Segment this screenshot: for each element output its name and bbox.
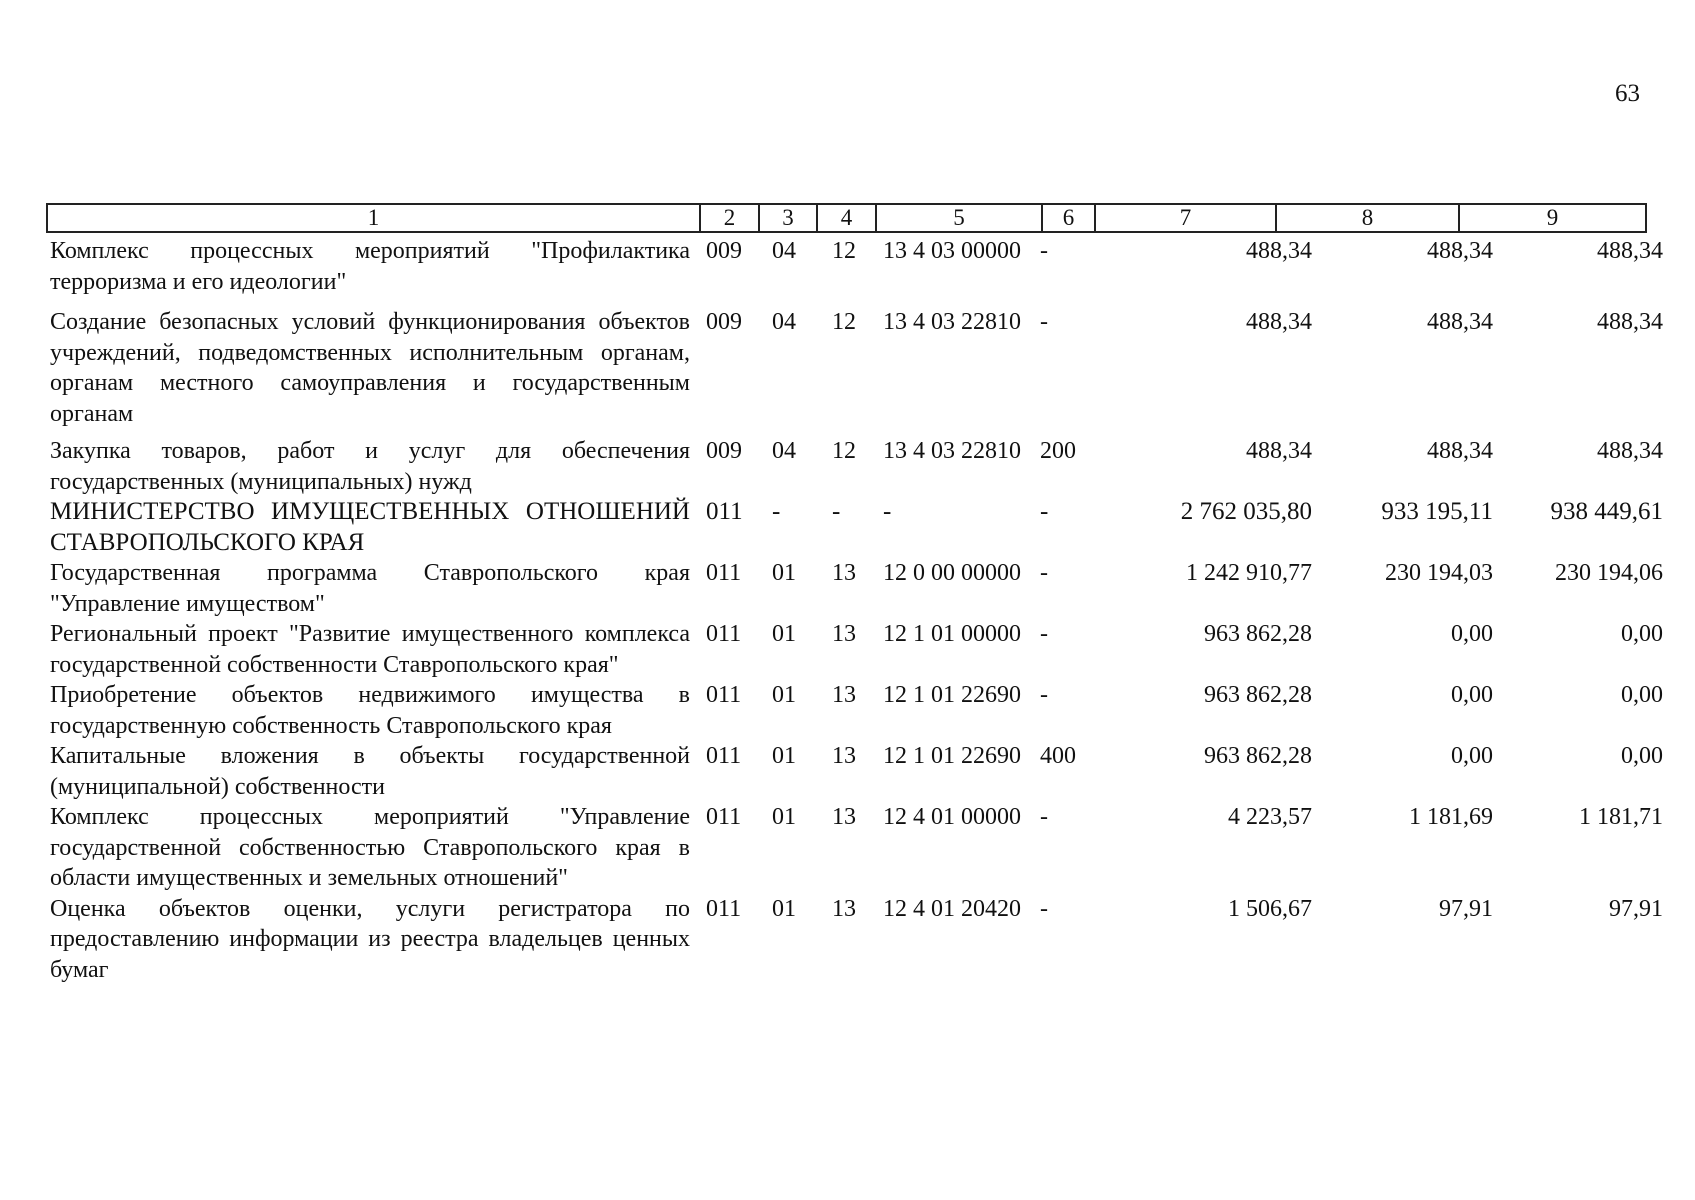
cell-col-7: 963 862,28 — [1204, 743, 1312, 769]
cell-col-9: 97,91 — [1609, 895, 1663, 922]
header-col-4: 4 — [816, 203, 877, 233]
header-col-2: 2 — [699, 203, 760, 233]
cell-col-8: 1 181,69 — [1409, 804, 1493, 830]
cell-col-3: 04 — [772, 309, 796, 335]
cell-col-3: 01 — [772, 743, 796, 769]
cell-col-8: 933 195,11 — [1381, 498, 1493, 525]
cell-col-6: - — [1040, 238, 1048, 264]
cell-col-6: 200 — [1040, 438, 1076, 464]
cell-col-2: 011 — [706, 743, 742, 769]
cell-col-4: 13 — [832, 682, 856, 708]
cell-col-7: 488,34 — [1246, 438, 1312, 464]
cell-col-2: 011 — [706, 895, 742, 922]
cell-col-9: 0,00 — [1621, 682, 1663, 708]
cell-col-8: 488,34 — [1427, 238, 1493, 264]
table-row — [50, 802, 1663, 894]
cell-col-6: - — [1040, 498, 1049, 525]
cell-col-9: 230 194,06 — [1555, 560, 1663, 586]
header-col-5: 5 — [875, 203, 1043, 233]
row-name: Приобретение объектов недвижимого имущества в государственную собственность Ставропольского края — [50, 682, 690, 739]
cell-col-8: 97,91 — [1439, 895, 1493, 922]
cell-col-9: 488,34 — [1597, 438, 1663, 464]
header-col-6: 6 — [1041, 203, 1096, 233]
row-name: МИНИСТЕРСТВО ИМУЩЕСТВЕННЫХ ОТНОШЕНИЙ СТАВРОПОЛЬСКОГО КРАЯ — [50, 498, 690, 556]
cell-col-3: 04 — [772, 438, 796, 464]
cell-col-5: 12 1 01 22690 — [883, 743, 1021, 769]
cell-col-3: - — [772, 498, 781, 525]
cell-col-8: 0,00 — [1451, 682, 1493, 708]
cell-col-3: 01 — [772, 682, 796, 708]
cell-col-9: 488,34 — [1597, 238, 1663, 264]
cell-col-4: 13 — [832, 804, 856, 830]
cell-col-4: 13 — [832, 560, 856, 586]
cell-col-6: - — [1040, 895, 1048, 922]
cell-col-5: 12 0 00 00000 — [883, 560, 1021, 586]
cell-col-2: 011 — [706, 804, 742, 830]
header-col-1: 1 — [46, 203, 701, 233]
cell-col-2: 011 — [706, 498, 743, 525]
table-header — [46, 203, 1645, 233]
cell-col-6: - — [1040, 621, 1048, 647]
row-name: Региональный проект "Развитие имущественного комплекса государственной собственности Ставропольского края" — [50, 621, 690, 678]
cell-col-4: 12 — [832, 238, 856, 264]
cell-col-9: 938 449,61 — [1550, 498, 1663, 525]
cell-col-3: 04 — [772, 238, 796, 264]
cell-col-7: 963 862,28 — [1204, 621, 1312, 647]
cell-col-8: 0,00 — [1451, 743, 1493, 769]
header-col-8: 8 — [1275, 203, 1460, 233]
cell-col-4: 13 — [832, 895, 856, 922]
row-name: Комплекс процессных мероприятий "Управление государственной собственностью Ставропольского края в области имущественных и земельных отношений" — [50, 804, 690, 891]
cell-col-8: 230 194,03 — [1385, 560, 1493, 586]
cell-col-2: 011 — [706, 621, 742, 647]
table-row — [50, 741, 1663, 802]
cell-col-6: - — [1040, 682, 1048, 708]
cell-col-2: 009 — [706, 238, 742, 264]
cell-col-5: - — [883, 498, 892, 525]
table-row — [50, 436, 1663, 497]
cell-col-2: 011 — [706, 682, 742, 708]
cell-col-6: - — [1040, 804, 1048, 830]
cell-col-2: 009 — [706, 309, 742, 335]
header-col-7: 7 — [1094, 203, 1277, 233]
cell-col-7: 1 506,67 — [1228, 895, 1312, 922]
table-row — [50, 894, 1663, 986]
cell-col-7: 488,34 — [1246, 309, 1312, 335]
table-row — [50, 619, 1663, 680]
cell-col-7: 2 762 035,80 — [1180, 498, 1312, 525]
cell-col-9: 488,34 — [1597, 309, 1663, 335]
row-name: Комплекс процессных мероприятий "Профилактика терроризма и его идеологии" — [50, 238, 690, 295]
row-name: Закупка товаров, работ и услуг для обеспечения государственных (муниципальных) нужд — [50, 438, 690, 495]
cell-col-5: 13 4 03 22810 — [883, 438, 1021, 464]
cell-col-5: 12 1 01 00000 — [883, 621, 1021, 647]
cell-col-9: 0,00 — [1621, 743, 1663, 769]
cell-col-4: 13 — [832, 743, 856, 769]
cell-col-6: - — [1040, 560, 1048, 586]
cell-col-5: 12 1 01 22690 — [883, 682, 1021, 708]
row-name: Капитальные вложения в объекты государственной (муниципальной) собственности — [50, 743, 690, 800]
cell-col-9: 1 181,71 — [1579, 804, 1663, 830]
cell-col-7: 4 223,57 — [1228, 804, 1312, 830]
table-body — [50, 236, 1663, 985]
cell-col-4: 12 — [832, 309, 856, 335]
cell-col-5: 13 4 03 22810 — [883, 309, 1021, 335]
cell-col-5: 13 4 03 00000 — [883, 238, 1021, 264]
cell-col-4: 13 — [832, 621, 856, 647]
table-row — [50, 236, 1663, 297]
cell-col-4: - — [832, 498, 841, 525]
row-name: Оценка объектов оценки, услуги регистратора по предоставлению информации из реестра владельцев ценных бумаг — [50, 895, 690, 983]
cell-col-7: 1 242 910,77 — [1186, 560, 1312, 586]
cell-col-3: 01 — [772, 621, 796, 647]
cell-col-6: - — [1040, 309, 1048, 335]
cell-col-7: 488,34 — [1246, 238, 1312, 264]
row-name: Создание безопасных условий функционирования объектов учреждений, подведомственных исполнительным органам, органам местного самоуправления и государственным органам — [50, 309, 690, 427]
cell-col-8: 488,34 — [1427, 438, 1493, 464]
cell-col-7: 963 862,28 — [1204, 682, 1312, 708]
cell-col-6: 400 — [1040, 743, 1076, 769]
cell-col-8: 0,00 — [1451, 621, 1493, 647]
cell-col-5: 12 4 01 00000 — [883, 804, 1021, 830]
cell-col-3: 01 — [772, 560, 796, 586]
cell-col-3: 01 — [772, 895, 796, 922]
table-row — [50, 307, 1663, 429]
header-col-9: 9 — [1458, 203, 1647, 233]
cell-col-2: 009 — [706, 438, 742, 464]
page-number: 63 — [1615, 80, 1640, 107]
cell-col-9: 0,00 — [1621, 621, 1663, 647]
cell-col-4: 12 — [832, 438, 856, 464]
table-row — [50, 497, 1663, 558]
cell-col-5: 12 4 01 20420 — [883, 895, 1021, 922]
table-row — [50, 558, 1663, 619]
cell-col-2: 011 — [706, 560, 742, 586]
cell-col-8: 488,34 — [1427, 309, 1493, 335]
cell-col-3: 01 — [772, 804, 796, 830]
header-col-3: 3 — [758, 203, 818, 233]
row-name: Государственная программа Ставропольского края "Управление имуществом" — [50, 560, 690, 617]
table-row — [50, 680, 1663, 741]
